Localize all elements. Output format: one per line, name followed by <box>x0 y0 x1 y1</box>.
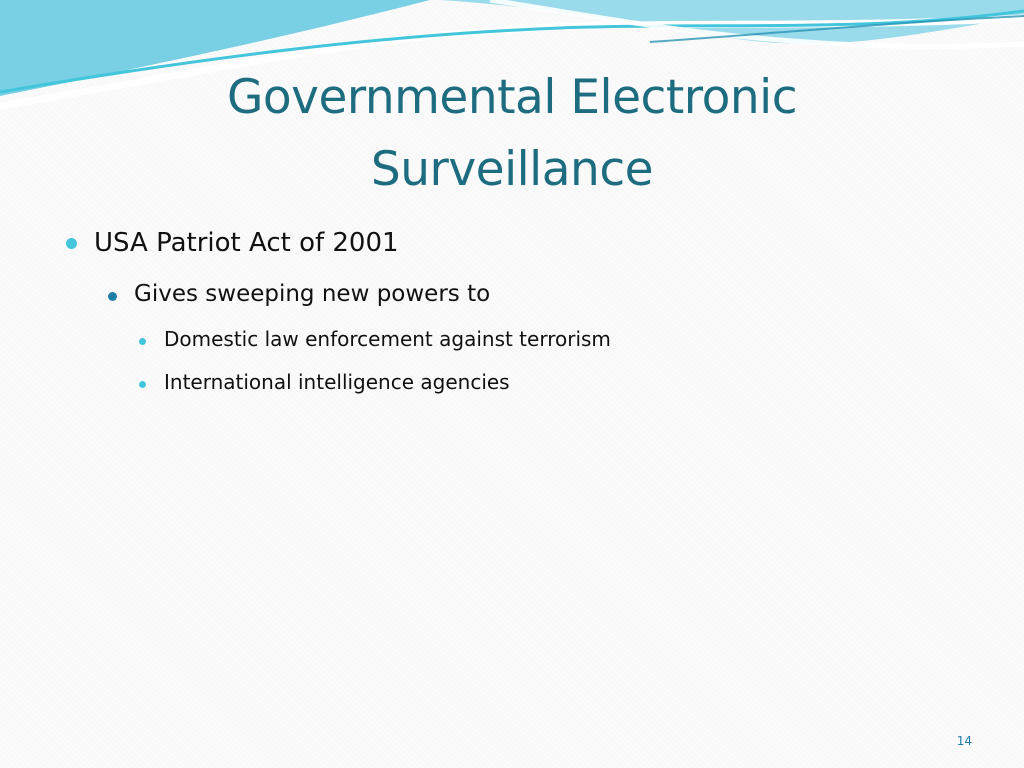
bullet-level-3: Domestic law enforcement against terrorism <box>164 327 611 351</box>
slide-title-line-1: Governmental Electronic <box>226 70 798 125</box>
bullet-dot-icon <box>139 381 146 388</box>
bullet-level-2: Gives sweeping new powers to <box>134 281 491 307</box>
bullet-level-3: International intelligence agencies <box>164 370 510 394</box>
bullet-dot-icon <box>108 292 117 301</box>
page-number: 14 <box>956 734 972 748</box>
bullet-dot-icon <box>66 238 77 249</box>
bullet-dot-icon <box>139 338 146 345</box>
slide-title-line-2: Surveillance <box>370 142 654 197</box>
bullet-level-1: USA Patriot Act of 2001 <box>94 228 399 258</box>
